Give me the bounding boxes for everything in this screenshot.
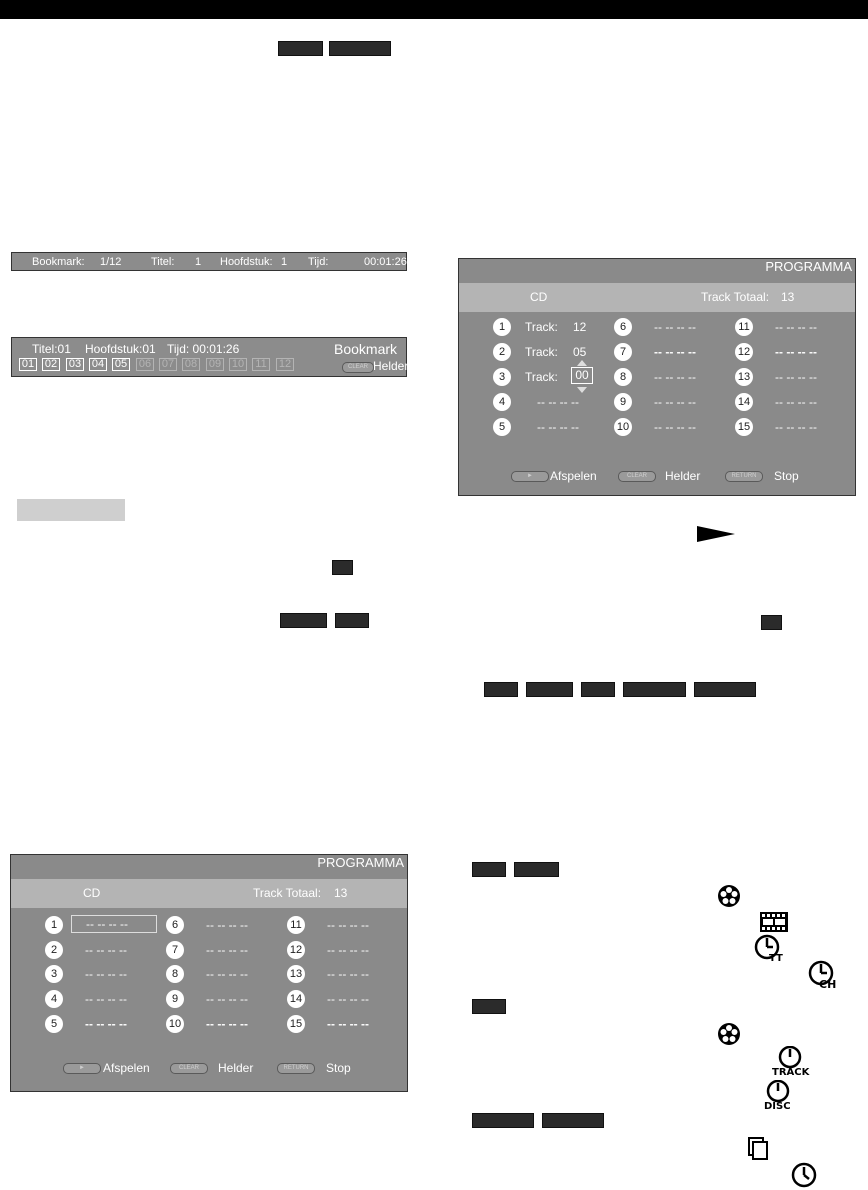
- disc-repeat-icon: [760, 1080, 800, 1110]
- play-button[interactable]: ►: [511, 471, 549, 482]
- track-label: Track:: [525, 370, 558, 384]
- slot-number: 11: [287, 916, 305, 934]
- film-reel-icon: [717, 884, 741, 908]
- bookmark-slot[interactable]: 06: [136, 358, 154, 371]
- program-slot[interactable]: [45, 916, 155, 934]
- program-title: PROGRAMMA: [317, 855, 404, 870]
- slot-number: 7: [614, 343, 632, 361]
- slot-number: 8: [614, 368, 632, 386]
- slot-number: 10: [614, 418, 632, 436]
- slot-value: -- -- -- --: [85, 967, 127, 981]
- panel-heading: Bookmark: [334, 341, 398, 357]
- slot-value: -- -- -- --: [775, 395, 817, 409]
- clock-icon: [791, 1162, 817, 1188]
- slot-number: 13: [287, 965, 305, 983]
- slot-value: -- -- -- --: [206, 918, 248, 932]
- return-label: Stop: [326, 1061, 351, 1075]
- bookmark-slot[interactable]: 01: [19, 358, 37, 371]
- program-slot[interactable]: [45, 990, 155, 1008]
- program-slot[interactable]: [735, 343, 845, 361]
- track-value: 12: [573, 320, 587, 334]
- panel-time-info: Tijd: 00:01:26: [167, 342, 240, 356]
- track-repeat-icon: [770, 1046, 812, 1076]
- slot-number: 15: [287, 1015, 305, 1033]
- slot-value: -- -- -- --: [654, 420, 696, 434]
- format-badge: [329, 41, 391, 56]
- play-button[interactable]: ►: [63, 1063, 101, 1074]
- slot-number: 1: [493, 318, 511, 336]
- format-badge: [472, 862, 506, 877]
- program-slot[interactable]: [493, 368, 603, 386]
- slot-value: -- -- -- --: [654, 320, 696, 334]
- slot-number: 4: [493, 393, 511, 411]
- format-badge: [526, 682, 573, 697]
- slot-number: 6: [166, 916, 184, 934]
- top-bar: [0, 0, 868, 19]
- program-header: [11, 879, 407, 908]
- slot-value: -- -- -- --: [206, 1017, 248, 1031]
- title-label: Titel:: [151, 256, 175, 268]
- bookmark-label: Bookmark:: [32, 256, 85, 268]
- clear-button[interactable]: CLEAR: [170, 1063, 208, 1074]
- slot-value: -- -- -- --: [327, 1017, 369, 1031]
- slot-number: 8: [166, 965, 184, 983]
- film-reel-icon: [717, 1022, 741, 1046]
- slot-value: -- -- -- --: [327, 943, 369, 957]
- slot-value: -- -- -- --: [327, 967, 369, 981]
- program-slot[interactable]: [287, 1015, 397, 1033]
- program-slot[interactable]: [287, 916, 397, 934]
- return-label: Stop: [774, 469, 799, 483]
- slot-value: -- -- -- --: [206, 967, 248, 981]
- slot-number: 3: [45, 965, 63, 983]
- slot-value: -- -- -- --: [206, 943, 248, 957]
- format-badge: [581, 682, 615, 697]
- clear-label: Helder: [665, 469, 701, 483]
- slot-value: -- -- -- --: [327, 992, 369, 1006]
- program-slot[interactable]: [735, 318, 845, 336]
- title-repeat-icon: [754, 934, 790, 964]
- play-arrow-icon: [697, 526, 735, 542]
- source-label: CD: [530, 290, 548, 304]
- arrow-up-icon[interactable]: [577, 360, 587, 366]
- track-label: Track:: [525, 320, 558, 334]
- clear-label: Helder: [218, 1061, 254, 1075]
- format-badge: [623, 682, 686, 697]
- slot-number: 6: [614, 318, 632, 336]
- chapter-value: 1: [281, 256, 288, 268]
- slot-number: 14: [735, 393, 753, 411]
- panel-chapter-info: Hoofdstuk:01: [85, 342, 156, 356]
- disc-repeat-label: DISC: [764, 1101, 791, 1110]
- slot-value: -- -- -- --: [327, 918, 369, 932]
- bookmark-value: 1/12: [100, 256, 122, 268]
- clear-button[interactable]: CLEAR: [618, 471, 656, 482]
- program-slot[interactable]: [735, 368, 845, 386]
- total-value: 13: [334, 886, 348, 900]
- bookmark-slot[interactable]: 11: [252, 358, 270, 371]
- slot-value: -- -- -- --: [85, 1017, 127, 1031]
- slot-number: 10: [166, 1015, 184, 1033]
- track-repeat-label: TRACK: [772, 1067, 810, 1076]
- panel-title-info: Titel:01: [32, 342, 71, 356]
- clear-label: Helder: [373, 359, 409, 373]
- program-slot[interactable]: [614, 318, 724, 336]
- format-badge: [472, 999, 506, 1014]
- bookmark-slot[interactable]: 09: [206, 358, 224, 371]
- slot-number: 13: [735, 368, 753, 386]
- program-slot[interactable]: [493, 393, 603, 411]
- chapter-repeat-label: CH: [819, 978, 837, 990]
- slot-number: 1: [45, 916, 63, 934]
- program-screen-editing: [458, 258, 856, 496]
- total-value: 13: [781, 290, 795, 304]
- bookmark-slot[interactable]: 04: [89, 358, 107, 371]
- bookmark-slot[interactable]: 12: [276, 358, 294, 371]
- program-slot[interactable]: [166, 1015, 276, 1033]
- track-value: 05: [573, 345, 587, 359]
- format-badge: [278, 41, 323, 56]
- total-label: Track Totaal:: [253, 886, 322, 900]
- format-badge: [514, 862, 559, 877]
- bookmark-slot[interactable]: 08: [182, 358, 200, 371]
- program-slot[interactable]: [45, 941, 155, 959]
- play-label: Afspelen: [550, 469, 597, 483]
- return-button[interactable]: RETURN: [277, 1063, 315, 1074]
- title-repeat-label: TT: [769, 953, 783, 964]
- program-slot[interactable]: [614, 368, 724, 386]
- program-slot[interactable]: [287, 965, 397, 983]
- slot-number: 9: [166, 990, 184, 1008]
- program-slot[interactable]: [166, 941, 276, 959]
- source-label: CD: [83, 886, 101, 900]
- program-slot[interactable]: [614, 343, 724, 361]
- program-slot[interactable]: [287, 941, 397, 959]
- format-badge: [484, 682, 518, 697]
- slot-number: 4: [45, 990, 63, 1008]
- program-slot[interactable]: [287, 990, 397, 1008]
- program-slot[interactable]: [493, 418, 603, 436]
- program-slot[interactable]: [614, 393, 724, 411]
- program-screen-empty: [10, 854, 408, 1092]
- total-label: Track Totaal:: [701, 290, 770, 304]
- format-badge: [280, 613, 327, 628]
- program-slot[interactable]: [45, 1015, 155, 1033]
- format-badge: [694, 682, 756, 697]
- film-strip-icon: [760, 912, 788, 932]
- format-badge: [332, 560, 353, 575]
- bookmark-slot[interactable]: 03: [66, 358, 84, 371]
- slot-value: -- -- -- --: [654, 395, 696, 409]
- return-button[interactable]: RETURN: [725, 471, 763, 482]
- slot-number: 11: [735, 318, 753, 336]
- bookmark-slot[interactable]: 02: [42, 358, 60, 371]
- slot-number: 15: [735, 418, 753, 436]
- format-badge: [542, 1113, 604, 1128]
- slot-value: -- -- -- --: [537, 420, 579, 434]
- slot-number: 9: [614, 393, 632, 411]
- time-value: 00:01:26: [364, 256, 407, 268]
- slot-value: -- -- -- --: [85, 992, 127, 1006]
- slot-number: 5: [493, 418, 511, 436]
- program-slot[interactable]: [735, 393, 845, 411]
- slot-value: -- -- -- --: [654, 345, 696, 359]
- title-value: 1: [195, 256, 202, 268]
- slot-number: 12: [735, 343, 753, 361]
- chapter-label: Hoofdstuk:: [220, 256, 273, 268]
- program-slot[interactable]: [493, 343, 603, 361]
- slot-number: 2: [493, 343, 511, 361]
- program-slot[interactable]: [493, 318, 603, 336]
- track-label: Track:: [525, 345, 558, 359]
- format-badge: [761, 615, 782, 630]
- bookmark-slot[interactable]: 10: [229, 358, 247, 371]
- slot-number: 14: [287, 990, 305, 1008]
- program-slot[interactable]: [166, 990, 276, 1008]
- bookmark-panel: [11, 337, 407, 377]
- track-value-input[interactable]: 00: [571, 367, 593, 384]
- program-slot[interactable]: [614, 418, 724, 436]
- slot-value: -- -- -- --: [71, 915, 157, 933]
- program-header: [459, 283, 855, 312]
- slot-value: -- -- -- --: [775, 320, 817, 334]
- clear-button[interactable]: CLEAR: [342, 362, 374, 373]
- bookmark-slot[interactable]: 07: [159, 358, 177, 371]
- bookmark-slot[interactable]: 05: [112, 358, 130, 371]
- slot-number: 3: [493, 368, 511, 386]
- bookmark-status-bar: [11, 252, 407, 271]
- slot-value: -- -- -- --: [775, 420, 817, 434]
- program-title: PROGRAMMA: [765, 259, 852, 274]
- format-badge: [472, 1113, 534, 1128]
- time-label: Tijd:: [308, 256, 329, 268]
- chapter-repeat-icon: [808, 960, 844, 990]
- play-label: Afspelen: [103, 1061, 150, 1075]
- slot-number: 2: [45, 941, 63, 959]
- program-slot[interactable]: [166, 916, 276, 934]
- program-slot[interactable]: [166, 965, 276, 983]
- slot-number: 5: [45, 1015, 63, 1033]
- highlight-box: [17, 499, 125, 521]
- program-slot[interactable]: [735, 418, 845, 436]
- program-slot[interactable]: [45, 965, 155, 983]
- folder-icon: [747, 1136, 769, 1160]
- slot-value: -- -- -- --: [537, 395, 579, 409]
- slot-value: -- -- -- --: [206, 992, 248, 1006]
- slot-value: -- -- -- --: [775, 370, 817, 384]
- slot-number: 7: [166, 941, 184, 959]
- format-badge: [335, 613, 369, 628]
- slot-value: -- -- -- --: [85, 943, 127, 957]
- slot-value: -- -- -- --: [775, 345, 817, 359]
- slot-value: -- -- -- --: [654, 370, 696, 384]
- slot-number: 12: [287, 941, 305, 959]
